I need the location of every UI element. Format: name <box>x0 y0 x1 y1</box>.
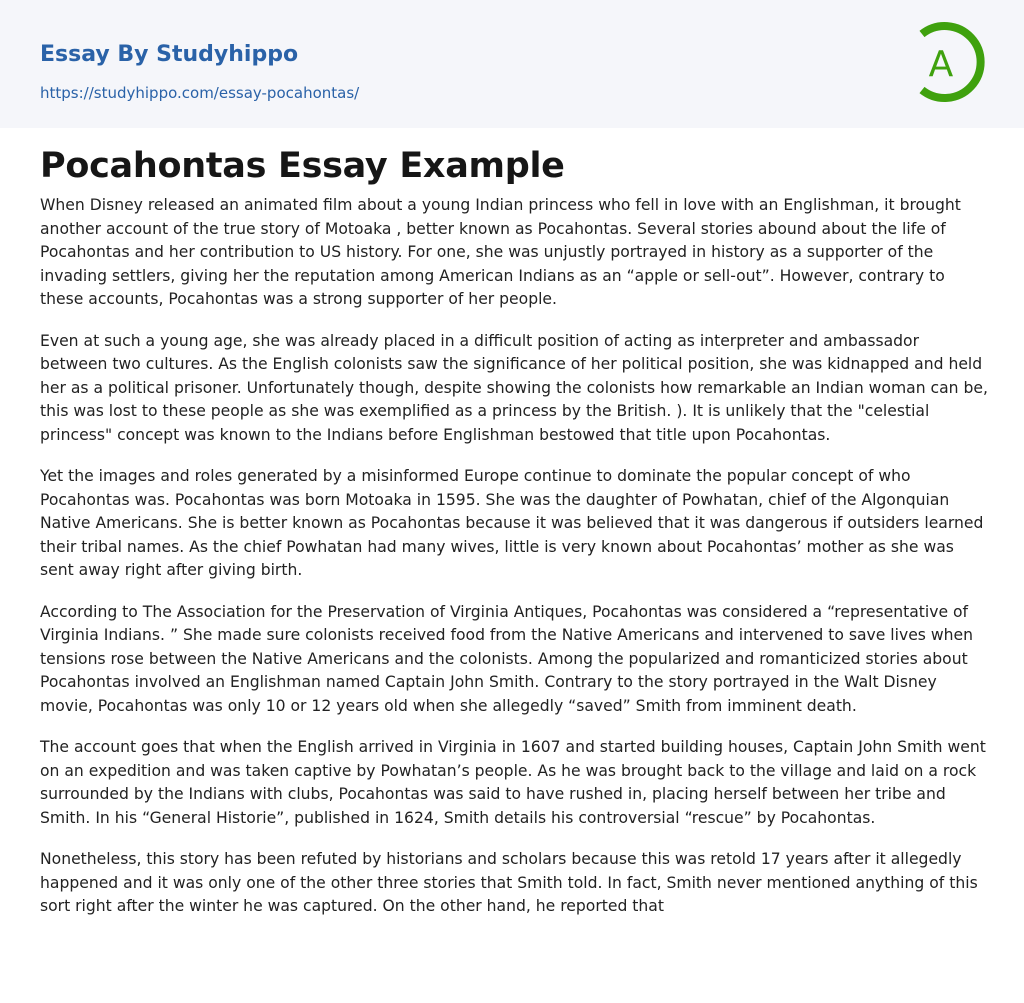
essay-body <box>40 194 988 937</box>
site-header <box>0 0 1024 128</box>
essay-paragraph: When Disney released an animated film about a young Indian princess who fell in love with an Englishman, it brought another account of the true story of Motoaka , better known as Pocahontas. Several stories abound about the life of Pocahontas and her contribution to US history. For one, she was unjustly portrayed in history as a supporter of the invading settlers, giving her the reputation among American Indians as an “apple or sell-out”. However, contrary to these accounts, Pocahontas was a strong supporter of her people. <box>40 196 961 308</box>
essay-paragraph: The account goes that when the English arrived in Virginia in 1607 and started building houses, Captain John Smith went on an expedition and was taken captive by Powhatan’s people. As he was brought back to the village and laid on a rock surrounded by the Indians with clubs, Pocahontas was said to have rushed in, placing herself between her tribe and Smith. In his “General Historie”, published in 1624, Smith details his controversial “rescue” by Pocahontas. <box>40 738 986 827</box>
brand-title: Essay By Studyhippo <box>40 42 299 67</box>
essay-paragraph: Even at such a young age, she was already placed in a difficult position of acting as interpreter and ambassador between two cultures. As the English colonists saw the significance of her political position, she was kidnapped and held her as a political prisoner. Unfortunately though, despite showing the colonists how remarkable an Indian woman can be, this was lost to these people as she was exemplified as a princess by the British. ). It is unlikely that the "celestial princess" concept was known to the Indians before Englishman bestowed that title upon Pocahontas. <box>40 331 988 444</box>
page-title: Pocahontas Essay Example <box>40 146 565 186</box>
essay-paragraph: According to The Association for the Preservation of Virginia Antiques, Pocahontas was considered a “representative of Virginia Indians. ” She made sure colonists received food from the Native Americans and intervened to save lives when tensions rose between the Native Americans and the colonists. Among the popularized and romanticized stories about Pocahontas involved an Englishman named Captain John Smith. Contrary to the story portrayed in the Walt Disney movie, Pocahontas was only 10 or 12 years old when she allegedly “saved” Smith from imminent death. <box>40 602 973 715</box>
svg-text:A: A <box>928 44 954 85</box>
studyhippo-logo-icon[interactable] <box>912 20 986 104</box>
essay-paragraph: Yet the images and roles generated by a misinformed Europe continue to dominate the popular concept of who Pocahontas was. Pocahontas was born Motoaka in 1595. She was the daughter of Powhatan, chief of the Algonquian Native Americans. She is better known as Pocahontas because it was believed that it was dangerous if outsiders learned their tribal names. As the chief Powhatan had many wives, little is very known about Pocahontas’ mother as she was sent away right after giving birth. <box>40 467 984 579</box>
essay-paragraph: Nonetheless, this story has been refuted by historians and scholars because this was retold 17 years after it allegedly happened and it was only one of the other three stories that Smith told. In fact, Smith never mentioned anything of this sort right after the winter he was captured. On the other hand, he reported that <box>40 850 978 915</box>
essay-url-link[interactable]: https://studyhippo.com/essay-pocahontas/ <box>40 84 360 102</box>
